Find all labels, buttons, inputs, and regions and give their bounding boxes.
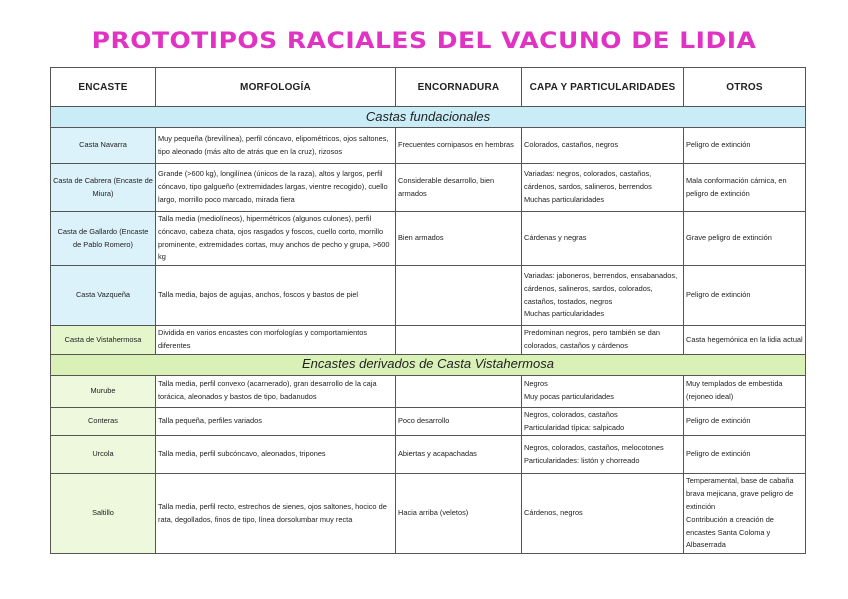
cell-encaste: Murube	[51, 375, 156, 407]
cell-encornadura	[396, 326, 522, 355]
header-encornadura: ENCORNADURA	[396, 68, 522, 107]
cell-otros: Peligro de extinción	[684, 436, 806, 474]
cell-encornadura: Hacia arriba (veletos)	[396, 474, 522, 554]
breeds-table	[50, 67, 806, 554]
cell-encaste: Urcola	[51, 436, 156, 474]
table-row	[51, 164, 806, 212]
cell-encornadura: Frecuentes cornipasos en hembras	[396, 128, 522, 164]
cell-encornadura: Bien armados	[396, 212, 522, 266]
cell-morfologia: Talla media, bajos de agujas, anchos, foscos y bastos de piel	[156, 266, 396, 326]
cell-otros: Casta hegemónica en la lidia actual	[684, 326, 806, 355]
table-row	[51, 266, 806, 326]
cell-capa: Cárdenos, negros	[522, 474, 684, 554]
cell-otros: Peligro de extinción	[684, 407, 806, 436]
table-row	[51, 128, 806, 164]
cell-capa: Variadas: negros, colorados, castaños, cárdenos, sardos, salineros, berrendos Muchas particularidades	[522, 164, 684, 212]
cell-encaste: Casta Vazqueña	[51, 266, 156, 326]
header-morfologia: MORFOLOGÍA	[156, 68, 396, 107]
cell-otros: Peligro de extinción	[684, 266, 806, 326]
cell-encaste: Conteras	[51, 407, 156, 436]
cell-capa: Cárdenas y negras	[522, 212, 684, 266]
header-encaste: ENCASTE	[51, 68, 156, 107]
header-otros: OTROS	[684, 68, 806, 107]
cell-encornadura: Considerable desarrollo, bien armados	[396, 164, 522, 212]
cell-encaste: Saltillo	[51, 474, 156, 554]
cell-encornadura: Poco desarrollo	[396, 407, 522, 436]
cell-otros: Peligro de extinción	[684, 128, 806, 164]
section-row-fundacionales	[51, 107, 806, 128]
table-row	[51, 212, 806, 266]
cell-morfologia: Muy pequeña (brevilínea), perfil cóncavo, elipométricos, ojos saltones, tipo aleonado (más alto de atrás que en la cruz), rizosos	[156, 128, 396, 164]
cell-capa: Variadas: jaboneros, berrendos, ensabanados, cárdenos, salineros, sardos, colorados, castaños, tostados, negros Muchas particularidades	[522, 266, 684, 326]
table-row	[51, 436, 806, 474]
page-title: PROTOTIPOS RACIALES DEL VACUNO DE LIDIA	[91, 27, 757, 54]
cell-encornadura	[396, 375, 522, 407]
cell-otros: Mala conformación cárnica, en peligro de extinción	[684, 164, 806, 212]
cell-encaste: Casta de Cabrera (Encaste de Miura)	[51, 164, 156, 212]
cell-encornadura: Abiertas y acapachadas	[396, 436, 522, 474]
cell-morfologia: Grande (>600 kg), longilínea (únicos de la raza), altos y largos, perfil cóncavo, tipo galgueño (extremidades largas, vientre recogido), cuello largo, morrillo poco marcado, mirada fiera	[156, 164, 396, 212]
section-row-vistahermosa	[51, 354, 806, 375]
cell-capa: Negros, colorados, castaños, melocotones Particularidades: listón y chorreado	[522, 436, 684, 474]
cell-otros: Temperamental, base de cabaña brava mejicana, grave peligro de extinción Contribución a creación de encastes Santa Coloma y Albaserrada	[684, 474, 806, 554]
cell-morfologia: Talla media, perfil convexo (acarnerado), gran desarrollo de la caja torácica, aleonados y bastos de tipo, badanudos	[156, 375, 396, 407]
cell-capa: Colorados, castaños, negros	[522, 128, 684, 164]
cell-encornadura	[396, 266, 522, 326]
cell-morfologia: Dividida en varios encastes con morfologías y comportamientos diferentes	[156, 326, 396, 355]
cell-morfologia: Talla media, perfil subcóncavo, aleonados, tripones	[156, 436, 396, 474]
cell-capa: Negros Muy pocas particularidades	[522, 375, 684, 407]
cell-encaste: Casta de Gallardo (Encaste de Pablo Romero)	[51, 212, 156, 266]
cell-morfologia: Talla media, perfil recto, estrechos de sienes, ojos saltones, hocico de rata, degollados, finos de tipo, línea dorsolumbar muy recta	[156, 474, 396, 554]
table-row	[51, 326, 806, 355]
cell-morfologia: Talla media (mediolíneos), hipermétricos (algunos culones), perfil cóncavo, cabeza chata, ojos rasgados y foscos, cuello corto, morrillo prominente, extremidades cortas, muy anchos de pecho y grupa, >600 kg	[156, 212, 396, 266]
section-title: Encastes derivados de Casta Vistahermosa	[51, 354, 806, 375]
table-row	[51, 375, 806, 407]
cell-encaste: Casta Navarra	[51, 128, 156, 164]
cell-capa: Predominan negros, pero también se dan colorados, castaños y cárdenos	[522, 326, 684, 355]
cell-morfologia: Talla pequeña, perfiles variados	[156, 407, 396, 436]
cell-capa: Negros, colorados, castaños Particularidad típica: salpicado	[522, 407, 684, 436]
cell-encaste: Casta de Vistahermosa	[51, 326, 156, 355]
table-row	[51, 474, 806, 554]
section-title: Castas fundacionales	[51, 107, 806, 128]
header-capa: CAPA Y PARTICULARIDADES	[522, 68, 684, 107]
table-row	[51, 407, 806, 436]
cell-otros: Muy templados de embestida (rejoneo ideal)	[684, 375, 806, 407]
cell-otros: Grave peligro de extinción	[684, 212, 806, 266]
header-row	[51, 68, 806, 107]
